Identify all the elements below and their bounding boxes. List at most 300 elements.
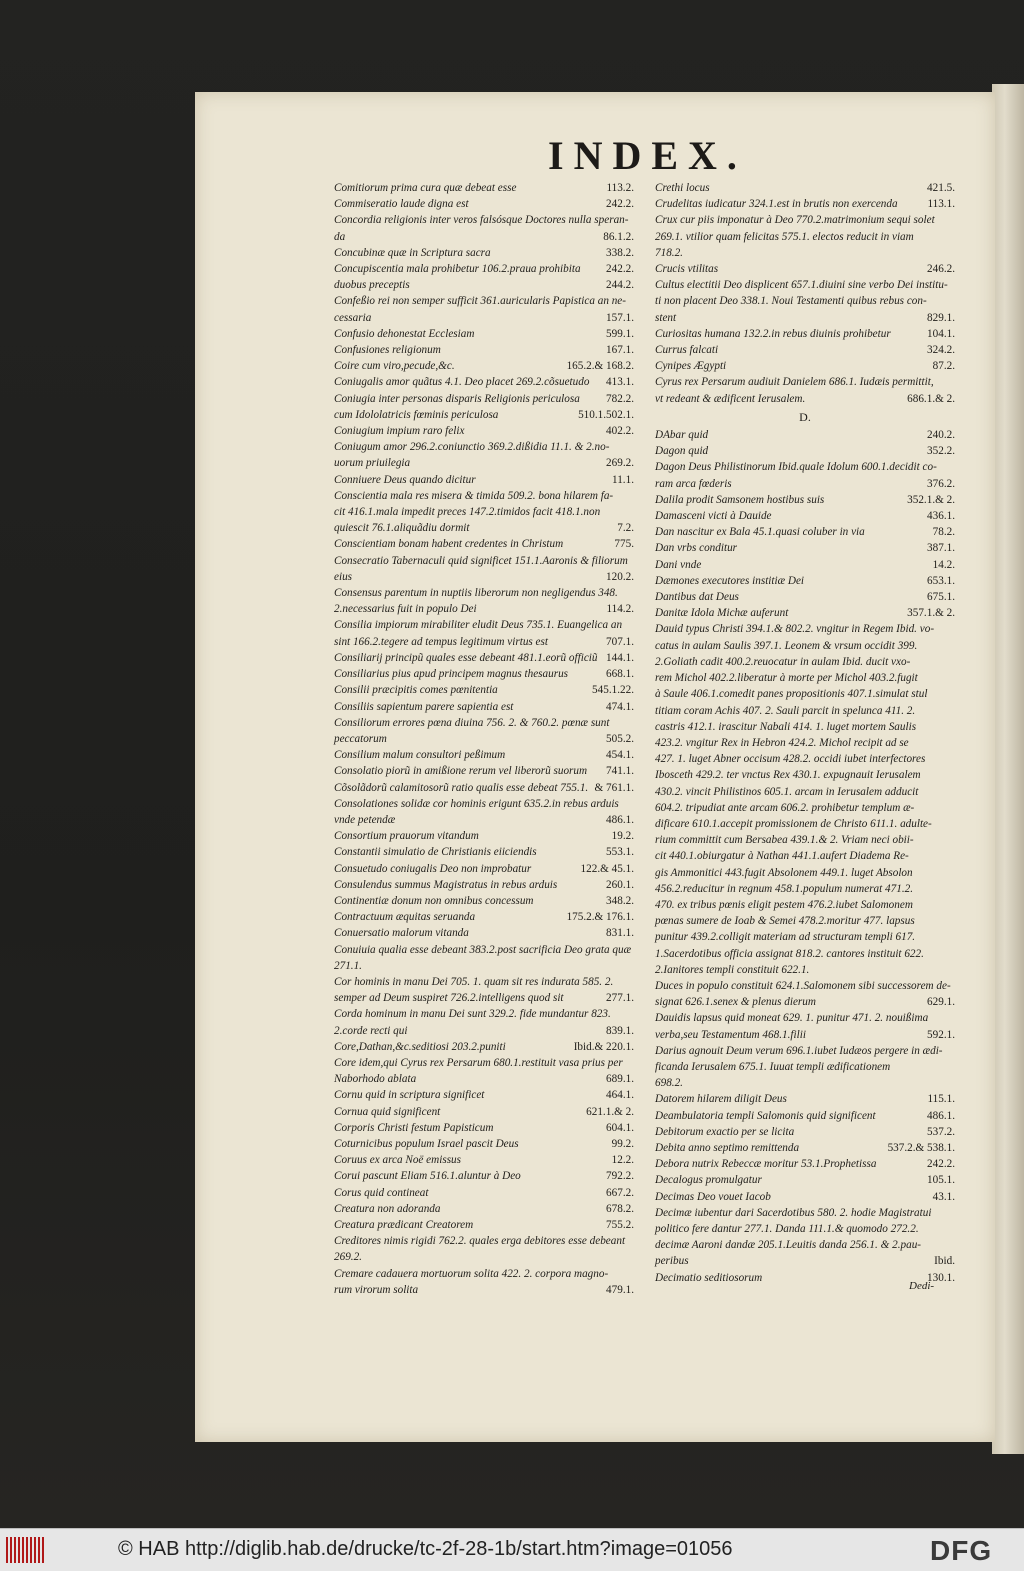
entry-page-ref: 277.1. [606,992,634,1005]
entry-text: 423.2. vngitur Rex in Hebron 424.2. Michol recipit ad se [655,736,909,749]
index-entry [334,828,634,844]
entry-text: Cremare cadauera mortuorum solita 422. 2. corpora magno- [334,1267,609,1280]
entry-text: Consiliorum errores pœna diuina 756. 2. & 760.2. pœnæ sunt [334,716,610,729]
entry-page-ref: 19.2. [611,830,634,843]
entry-page-ref: 269.2. [606,457,634,470]
index-entry [655,293,955,309]
index-entry [334,310,634,326]
index-entry [334,1185,634,1201]
entry-text: Debita anno septimo remittenda [655,1141,800,1154]
entry-text: decimæ Aaroni dandæ 205.1.Leuitis danda 256.1. & 2.pau- [655,1239,922,1252]
entry-text: Concupiscentia mala prohibetur 106.2.praua prohibita [334,263,581,276]
index-entry [655,261,955,277]
entry-text: Ibosceth 429.2. ter vnctus Rex 430.1. expugnauit Ierusalem [655,769,921,782]
entry-text: Conscientia mala res misera & timida 509.2. bona hilarem fa- [334,489,614,502]
entry-page-ref: 486.1. [927,1109,955,1122]
index-entry [655,1059,955,1075]
index-entry [655,816,955,832]
entry-page-ref: 338.2. [606,246,634,259]
entry-page-ref: 115.1. [927,1093,955,1106]
entry-text: signat 626.1.senex & plenus dierum [655,996,816,1009]
entry-text: Dauid typus Christi 394.1.& 802.2. vngitur in Regem Ibid. vo- [655,623,935,636]
index-entry [334,1136,634,1152]
entry-page-ref: 668.1. [606,668,634,681]
footer-url[interactable]: © HAB http://diglib.hab.de/drucke/tc-2f-28-1b/start.htm?image=01056 [118,1538,733,1560]
entry-text: Darius agnouit Deum verum 696.1.iubet Iudæos pergere in ædi- [655,1044,943,1057]
entry-text: cit 440.1.obiurgatur à Nathan 441.1.aufert Diadema Re- [655,850,909,863]
entry-page-ref: & 761.1. [594,781,634,794]
index-entry [334,180,634,196]
entry-page-ref: 831.1. [606,927,634,940]
entry-text: peccatorum [334,732,387,745]
entry-text: Debitorum exactio per se licita [655,1125,795,1138]
index-entry [655,978,955,994]
index-entry [655,1124,955,1140]
entry-page-ref: 413.1. [606,376,634,389]
index-entry [655,881,955,897]
entry-text: 2.corde recti qui [334,1024,408,1037]
entry-text: Crux cur piis imponatur à Deo 770.2.matrimonium sequi solet [655,214,935,227]
index-entry [655,524,955,540]
entry-page-ref: 114.2. [606,603,634,616]
entry-text: cit 416.1.mala impedit preces 147.2.timidos facit 418.1.non [334,506,601,519]
entry-text: Datorem hilarem diligit Deus [655,1093,787,1106]
index-entry [334,747,634,763]
index-entry [334,763,634,779]
entry-text: Cyrus rex Persarum audiuit Danielem 686.1. Iudæis permittit, [655,376,934,389]
index-entry [334,1233,634,1249]
index-entry [334,861,634,877]
entry-text: Consecratio Tabernaculi quid significet 151.1.Aaronis & filiorum [334,554,628,567]
entry-text: Concordia religionis inter veros falsósque Doctores nulla speran- [334,214,629,227]
entry-text: 269.1. vtilior quam felicitas 575.1. electos reducit in viam [655,230,914,243]
entry-page-ref: 246.2. [927,263,955,276]
entry-page-ref: Ibid.& 220.1. [573,1040,634,1053]
entry-text: Dani vnde [655,558,702,571]
entry-text: Corda hominum in manu Dei sunt 329.2. fide mundantur 823. [334,1008,611,1021]
entry-page-ref: 99.2. [611,1137,634,1150]
entry-text: Consuetudo coniugalis Deo non improbatur [334,862,532,875]
entry-text: politico fere dantur 277.1. Danda 111.1.& quomodo 272.2. [655,1223,919,1235]
barcode-icon [6,1537,44,1563]
entry-page-ref: 741.1. [606,765,634,778]
entry-text: Dan nascitur ex Bala 45.1.quasi coluber in via [655,526,865,539]
entry-page-ref: 122.& 45.1. [580,862,634,875]
entry-text: catus in aulam Saulis 397.1. Leonem & vrsum occidit 399. [655,639,918,652]
index-entry [655,946,955,962]
entry-text: da [334,230,346,243]
index-entry [334,1217,634,1233]
index-entry [334,439,634,455]
entry-text: 1.Sacerdotibus officia assignat 818.2. cantores instituit 622. [655,947,924,960]
entry-page-ref: 599.1. [606,327,634,340]
entry-text: cessaria [334,311,372,324]
entry-page-ref: 604.1. [606,1121,634,1134]
entry-page-ref: 537.2. [927,1125,955,1138]
entry-text: Comitiorum prima cura quæ debeat esse [334,182,517,194]
entry-text: castris 412.1. irascitur Nabali 414. 1. luget mortem Saulis [655,720,917,733]
entry-text: Dalila prodit Samsonem hostibus suis [655,493,825,506]
entry-text: Consolatio piorũ in amißione rerum vel liberorũ suorum [334,765,588,778]
index-entry [655,310,955,326]
index-entry [334,504,634,520]
index-entry [655,573,955,589]
index-entry [334,245,634,261]
entry-page-ref: 629.1. [927,996,955,1009]
index-entry [334,731,634,747]
entry-text: gis Ammonitici 443.fugit Absolonem 449.1. luget Absolon [655,866,913,879]
index-entry [655,621,955,637]
index-entry [334,196,634,212]
index-entry [334,391,634,407]
index-entry [334,277,634,293]
index-entry [655,1189,955,1205]
index-entry [655,1108,955,1124]
index-entry [334,925,634,941]
entry-text: rium committit cum Bersabea 439.1.& 2. Vriam neci obii- [655,834,914,847]
entry-page-ref: Ibid. [934,1255,955,1268]
entry-page-ref: 686.1.& 2. [907,392,955,405]
index-entry [655,476,955,492]
entry-text: cum Idololatricis fœminis periculosa [334,408,499,421]
entry-text: Cõsolãdorũ calamitosorũ ratio qualis esse debeat 755.1. [334,781,589,794]
entry-page-ref: 87.2. [932,360,955,373]
index-entry [655,1010,955,1026]
index-entry [655,670,955,686]
index-entry [655,703,955,719]
entry-text: Consortium prauorum vitandum [334,830,479,843]
entry-text: Corporis Christi festum Papisticum [334,1121,494,1134]
entry-text: Danitæ Idola Michæ auferunt [655,607,789,620]
index-entry [334,229,634,245]
entry-page-ref: 78.2. [932,526,955,539]
entry-text: Dan vrbs conditur [655,542,738,555]
index-entry [655,1043,955,1059]
entry-page-ref: 14.2. [932,558,955,571]
index-entry [334,715,634,731]
entry-text: 427. 1. luget Abner occisum 428.2. occidi iubet interfectores [655,753,926,766]
entry-page-ref: 352.2. [927,445,955,458]
entry-page-ref: 792.2. [606,1170,634,1183]
entry-page-ref: 244.2. [606,279,634,292]
index-entry [655,638,955,654]
entry-text: 604.2. tripudiat ante arcam 606.2. prohibetur templum æ- [655,801,915,814]
entry-text: vt redeant & ædificent Ierusalem. [655,392,806,405]
entry-page-ref: 105.1. [927,1174,955,1187]
entry-text: Crudelitas iudicatur 324.1.est in brutis non exercenda [655,198,898,211]
footer-bar [0,1528,1024,1571]
index-entry [334,358,634,374]
index-entry [334,1006,634,1022]
entry-text: Decimæ iubentur dari Sacerdotibus 580. 2. hodie Magistratui [655,1206,932,1219]
index-entry [334,942,634,958]
entry-text: 456.2.reducitur in regnum 458.1.populum numerat 471.2. [655,882,914,895]
entry-page-ref: 242.2. [606,198,634,211]
index-entry [655,557,955,573]
index-entry [334,1039,634,1055]
entry-text: vnde petendæ [334,813,396,826]
entry-page-ref: 464.1. [606,1089,634,1102]
index-entry [655,784,955,800]
entry-text: Cultus electitii Deo displicent 657.1.diuini sine verbo Dei institu- [655,279,948,292]
index-entry [334,1120,634,1136]
entry-page-ref: 486.1. [606,813,634,826]
entry-text: Coire cum viro,pecude,&c. [334,360,455,373]
entry-page-ref: 436.1. [927,510,955,523]
index-entry [334,585,634,601]
entry-text: Coniugalis amor quãtus 4.1. Deo placet 269.2.cõsuetudo [334,376,590,389]
entry-text: dificare 610.1.accepit promissionem de Christo 611.1. adulte- [655,817,932,830]
entry-page-ref: 260.1. [606,878,634,891]
entry-text: quiescit 76.1.aliquãdiu dormit [334,522,470,535]
entry-text: 2.Ianitores templi constituit 622.1. [655,963,810,976]
entry-text: Dantibus dat Deus [655,591,739,604]
index-entry [334,1023,634,1039]
index-entry [655,605,955,621]
entry-text: 269.2. [334,1251,362,1264]
entry-page-ref: 157.1. [606,311,634,324]
index-entry [655,492,955,508]
entry-text: Conuiuia qualia esse debeant 383.2.post sacrificia Deo grata quæ [334,943,632,956]
index-entry [655,897,955,913]
index-entry [655,1075,955,1091]
entry-text: 470. ex tribus pœnis eligit pestem 476.2.iubet Salomonem [655,898,913,911]
entry-text: Currus falcati [655,344,719,357]
entry-page-ref: 689.1. [606,1073,634,1086]
entry-text: Consilium malum consultori peßimum [334,749,506,762]
entry-text: Consiliis sapientum parere sapientia est [334,700,514,713]
index-entry [334,261,634,277]
index-entry [655,800,955,816]
entry-page-ref: 553.1. [606,846,634,859]
section-letter: D. [799,409,811,424]
index-entry [334,488,634,504]
entry-text: Corus quid contineat [334,1186,429,1199]
entry-page-ref: 240.2. [927,429,955,442]
index-entry [655,735,955,751]
entry-page-ref: 621.1.& 2. [586,1105,634,1118]
index-entry [655,962,955,978]
index-entry [655,1253,955,1269]
facing-page-edge [992,84,1024,1454]
index-entry [334,1249,634,1265]
entry-text: 718.2. [655,246,683,259]
entry-text: verba,seu Testamentum 468.1.filii [655,1028,806,1041]
entry-text: Consulendus summus Magistratus in rebus arduis [334,878,558,891]
index-entry [334,666,634,682]
index-entry [655,832,955,848]
entry-page-ref: 667.2. [606,1186,634,1199]
entry-page-ref: 7.2. [617,522,634,535]
index-entry [334,520,634,536]
entry-page-ref: 775. [614,538,634,551]
entry-text: Consilia impiorum mirabiliter eludit Deus 735.1. Euangelica an [334,619,623,632]
entry-text: ram arca fœderis [655,477,732,490]
entry-page-ref: 782.2. [606,392,634,405]
entry-text: 2.Goliath cadit 400.2.reuocatur in aulam Ibid. ducit vxo- [655,655,911,668]
index-entry [334,212,634,228]
entry-page-ref: 755.2. [606,1219,634,1231]
index-entry [655,719,955,735]
index-entry [334,472,634,488]
entry-page-ref: 357.1.& 2. [907,607,955,620]
index-entry [334,1087,634,1103]
entry-text: Confeßio rei non semper sufficit 361.auricularis Papistica an ne- [334,295,626,308]
entry-text: peribus [655,1255,689,1268]
entry-text: Consiliarij principũ quales esse debeant 481.1.eorũ officiũ [334,651,598,664]
entry-text: Constantii simulatio de Christianis eiiciendis [334,846,537,859]
index-entry [655,654,955,670]
index-entry [334,455,634,471]
index-entry [655,1140,955,1156]
entry-page-ref: 707.1. [606,635,634,648]
dfg-logo: DFG [930,1535,993,1566]
entry-text: uorum priuilegia [334,457,411,470]
index-entry [334,326,634,342]
index-entry [334,342,634,358]
entry-page-ref: 352.1.& 2. [907,493,955,506]
index-entry [655,686,955,702]
entry-page-ref: 479.1. [606,1283,634,1296]
entry-page-ref: 324.2. [927,344,955,357]
entry-text: Consolationes solidæ cor hominis erigunt 635.2.in rebus arduis [334,797,619,810]
entry-text: Dæmones executores institiæ Dei [655,574,805,587]
entry-text: Duces in populo constituit 624.1.Salomonem sibi successorem de- [655,979,951,992]
index-entry [334,1071,634,1087]
index-entry [334,974,634,990]
index-entry [655,245,955,261]
entry-text: Dagon quid [655,445,709,458]
entry-page-ref: 402.2. [606,425,634,438]
entry-text: pœnas sumere de Ioab & Semei 478.2.moritur 477. lapsus [655,915,915,928]
entry-page-ref: 592.1. [927,1028,955,1041]
index-entry [655,508,955,524]
entry-text: 271.1. [334,959,362,972]
index-entry [334,682,634,698]
entry-page-ref: 12.2. [611,1154,634,1167]
entry-text: Dauidis lapsus quid moneat 629. 1. punitur 471. 2. nouißima [655,1012,929,1025]
index-entry [334,990,634,1006]
entry-text: 430.2. vincit Philistinos 605.1. arcam in Ierusalem adducit [655,785,919,798]
entry-text: Coniugum amor 296.2.coniunctio 369.2.dißidia 11.1. & 2.no- [334,441,610,454]
entry-page-ref: 43.1. [932,1190,955,1203]
entry-page-ref: 348.2. [606,894,634,907]
index-entry [334,1104,634,1120]
index-entry [655,196,955,212]
entry-page-ref: 113.1. [927,198,955,211]
index-entry [334,407,634,423]
index-entry [655,1237,955,1253]
entry-text: duobus preceptis [334,279,410,292]
index-entry [655,994,955,1010]
index-entry [334,893,634,909]
entry-page-ref: 175.2.& 176.1. [566,911,634,924]
index-entry [334,877,634,893]
entry-text: Commiseratio laude digna est [334,198,469,211]
index-entry [655,212,955,228]
index-entry [655,1172,955,1188]
index-entry [334,812,634,828]
entry-text: Creditores nimis rigidi 762.2. quales erga debitores esse debeant [334,1235,626,1248]
entry-text: Creatura non adoranda [334,1202,441,1215]
entry-text: Cor hominis in manu Dei 705. 1. quam sit res indurata 585. 2. [334,975,614,988]
entry-page-ref: 421.5. [927,182,955,194]
entry-text: Consiliarius pius apud principem magnus thesaurus [334,668,569,681]
entry-text: ficanda Ierusalem 675.1. Iuuat templi ædificationem [655,1060,891,1073]
index-entry [334,617,634,633]
entry-text: Coruus ex arca Noë emissus [334,1154,461,1167]
entry-text: rem Michol 402.2.liberatur à morte per Michol 403.2.fugit [655,672,918,685]
index-entry [655,913,955,929]
index-entry [655,865,955,881]
index-entry [655,1091,955,1107]
index-entry [655,1221,955,1237]
entry-page-ref: 510.1.502.1. [578,408,634,421]
entry-text: Conscientiam bonam habent credentes in Christum [334,538,564,551]
entry-text: Confusio dehonestat Ecclesiam [334,327,475,340]
entry-text: eius [334,570,353,583]
index-entry [334,601,634,617]
index-entry [655,459,955,475]
index-column-right [655,180,955,1286]
index-entry [655,374,955,390]
entry-page-ref: 242.2. [927,1158,955,1171]
index-entry [655,1205,955,1221]
entry-page-ref: 242.2. [606,263,634,276]
entry-text: sint 166.2.tegere ad tempus legitimum virtus est [334,635,548,648]
entry-text: Naborhodo ablata [334,1073,417,1086]
entry-page-ref: 454.1. [606,749,634,762]
entry-text: Consensus parentum in nuptiis liberorum non negligendus 348. [334,587,618,600]
page-title: INDEX. [548,133,747,178]
index-entry [334,1266,634,1282]
index-entry [334,634,634,650]
entry-text: Deambulatoria templi Salomonis quid significent [655,1109,876,1122]
entry-text: Decimas Deo vouet Iacob [655,1190,771,1203]
index-entry [334,796,634,812]
entry-page-ref: 653.1. [927,574,955,587]
entry-page-ref: 474.1. [606,700,634,713]
entry-text: Conniuere Deus quando dicitur [334,473,476,486]
entry-text: Creatura prædicant Creatorem [334,1219,474,1231]
index-entry [655,342,955,358]
entry-text: Cornu quid in scriptura significet [334,1089,485,1102]
index-entry [334,293,634,309]
entry-text: Dagon Deus Philistinorum Ibid.quale Idolum 600.1.decidit co- [655,461,937,474]
index-entry [655,540,955,556]
index-entry [334,844,634,860]
index-entry [655,326,955,342]
index-entry [655,358,955,374]
index-entry [655,589,955,605]
entry-text: Crucis vtilitas [655,263,719,276]
index-entry [334,1152,634,1168]
entry-page-ref: 387.1. [927,542,955,555]
entry-text: Conuersatio malorum vitanda [334,927,469,940]
entry-text: Coturnicibus populum Israel pascit Deus [334,1137,519,1150]
index-entry [334,1282,634,1298]
entry-text: Coniugia inter personas disparis Religionis periculosa [334,392,580,405]
entry-text: Contractuum æquitas seruanda [334,911,476,924]
entry-page-ref: 537.2.& 538.1. [887,1141,955,1154]
index-entry [655,180,955,196]
index-entry [655,443,955,459]
entry-text: ti non placent Deo 338.1. Noui Testamenti quibus rebus con- [655,295,927,308]
entry-text: Continentiæ donum non omnibus concessum [334,894,534,907]
index-entry [655,277,955,293]
entry-text: 2.necessarius fuit in populo Dei [334,603,477,616]
entry-page-ref: 675.1. [927,591,955,604]
